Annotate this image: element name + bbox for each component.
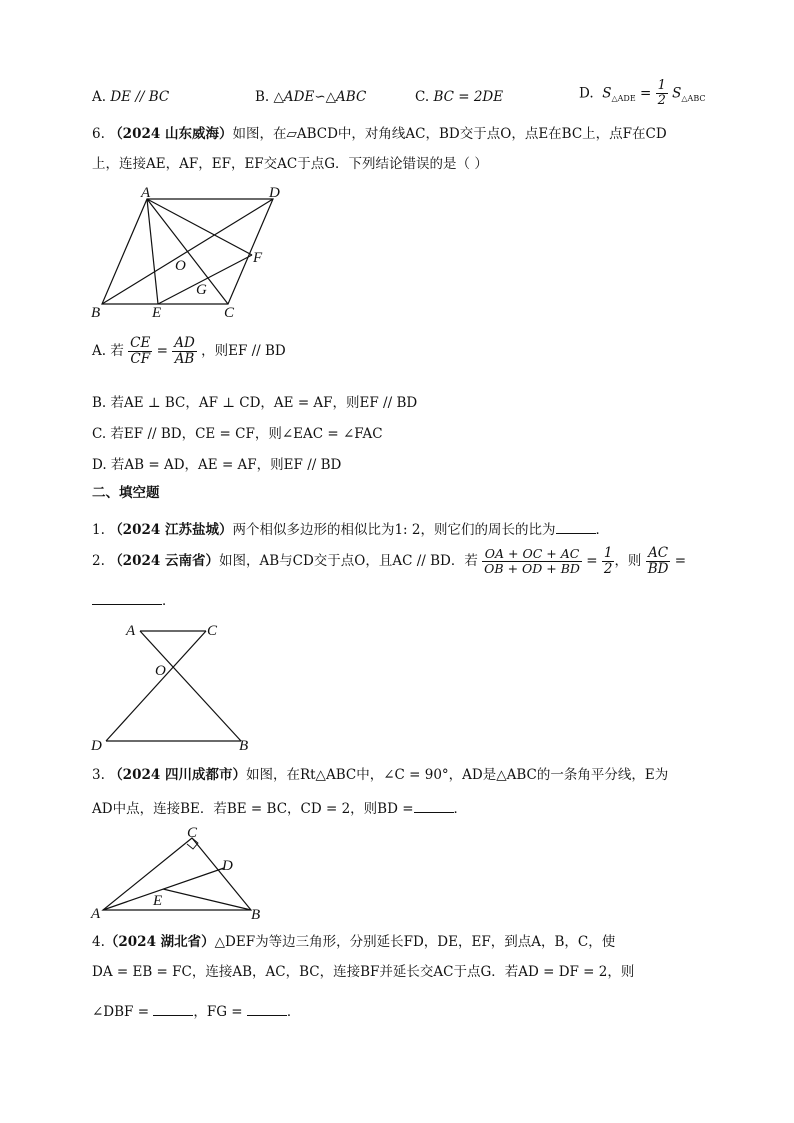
label-A: A [126,623,136,639]
q6-option-d: D. 若AB = AD，AE = AF，则EF // BD [92,457,342,473]
q6-option-c: C. 若EF // BD，CE = CF，则∠EAC = ∠FAC [92,426,383,442]
label-B: B [91,305,101,321]
fill-q4-line2: DA = EB = FC，连接AB，AC，BC，连接BF并延长交AC于点G．若AD = DF = 2，则 [92,964,635,980]
fill-q4-line1: 4.（2024 湖北省）△DEF为等边三角形，分别延长FD，DE，EF，到点A，B，C，使 [92,934,616,950]
q6-parallelogram-figure [85,182,285,322]
section-title-fill-blank: 二、填空题 [92,485,160,501]
label-B: B [239,738,249,754]
q6-option-b: B. 若AE ⊥ BC，AF ⊥ CD，AE = AF，则EF // BD [92,395,418,411]
label-D: D [91,738,102,754]
label-A: A [91,906,101,922]
label-A: A [141,185,151,201]
fill-q1: 1. （2024 江苏盐城）两个相似多边形的相似比为1: 2，则它们的周长的比为 ． [92,522,609,538]
prev-option-b: B. △ADE∽△ABC [255,89,367,105]
label-F: F [253,250,263,266]
q6-line2: 上，连接AE，AF，EF，EF交AC于点G．下列结论错误的是（ ） [92,156,488,172]
prev-option-c: C. BC = 2DE [415,89,504,105]
label-O: O [155,663,166,679]
fill-q2: 2. （2024 云南省）如图，AB与CD交于点O，且AC // BD．若 $\frac{OA + OC + AC}{OB + OD + BD}$ = $\frac{1}{2}$ ，则 $\frac{AC}{BD}$ = [92,545,687,577]
fill-q2-answer: ． [92,592,176,609]
answer-blank-angle [153,1003,193,1016]
fill-q3-line1: 3. （2024 四川成都市）如图，在Rt△ABC中，∠C = 90°，AD是△ABC的一条角平分线，E为 [92,767,669,783]
label-O: O [175,258,186,274]
answer-blank-length [247,1003,287,1016]
label-C: C [187,825,198,841]
label-D: D [222,858,233,874]
answer-blank [414,800,454,813]
fill-q3-triangle-figure [88,822,268,922]
label-D: D [269,185,280,201]
label-B: B [251,907,261,922]
label-G: G [196,282,207,298]
label-E: E [152,305,162,321]
fill-q2-hourglass-figure [88,618,258,754]
q6-option-a: A. 若 $\frac{CE}{CF}$ = $\frac{AD}{AB}$ ，则EF // BD [92,335,286,367]
label-C: C [224,305,235,321]
answer-blank [92,592,162,605]
q6-line1: 6. （2024 山东威海）如图，在▱ABCD中，对角线AC，BD交于点O，点E在BC上，点F在CD [92,126,667,142]
prev-option-d: D. $S_{\triangle ADE}$ = $\frac{1}{2}$ $S_{\triangle ABC}$ [579,78,706,109]
label-E: E [153,893,163,909]
fill-q3-line2: AD中点，连接BE．若BE = BC，CD = 2，则BD = ． [92,801,468,817]
fill-q4-line3: ∠DBF = ，FG = ． [92,1004,301,1020]
prev-option-a: A. DE // BC [92,89,170,105]
label-C: C [207,623,218,639]
answer-blank [556,521,596,534]
